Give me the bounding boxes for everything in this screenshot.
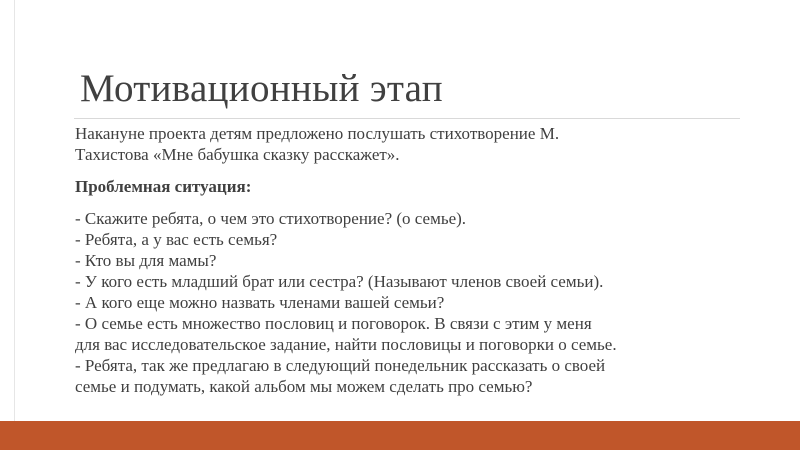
intro-line: Тахистова «Мне бабушка сказку расскажет». [75,145,400,164]
dialogue-line: - Кто вы для мамы? [75,251,217,270]
intro-line: Накануне проекта детям предложено послушать стихотворение М. [75,124,560,143]
slide-body [75,123,755,397]
dialogue-line: - О семье есть множество пословиц и поговорок. В связи с этим у меня [75,314,592,333]
intro-paragraph [75,123,755,165]
dialogue-line: семье и подумать, какой альбом мы можем сделать про семью? [75,377,533,396]
left-margin-bar [0,0,15,421]
dialogue-list [75,208,755,397]
bottom-accent-bar [0,421,800,450]
dialogue-line: для вас исследовательское задание, найти пословицы и поговорки о семье. [75,335,617,354]
slide-title: Мотивационный этап [80,67,443,110]
dialogue-line: - А кого еще можно назвать членами вашей семьи? [75,293,445,312]
section-heading: Проблемная ситуация: [75,177,252,196]
dialogue-line: - Ребята, так же предлагаю в следующий понедельник рассказать о своей [75,356,606,375]
dialogue-line: - Ребята, а у вас есть семья? [75,230,278,249]
dialogue-line: - У кого есть младший брат или сестра? (Называют членов своей семьи). [75,272,604,291]
title-divider [74,118,740,119]
dialogue-line: - Скажите ребята, о чем это стихотворение? (о семье). [75,209,467,228]
